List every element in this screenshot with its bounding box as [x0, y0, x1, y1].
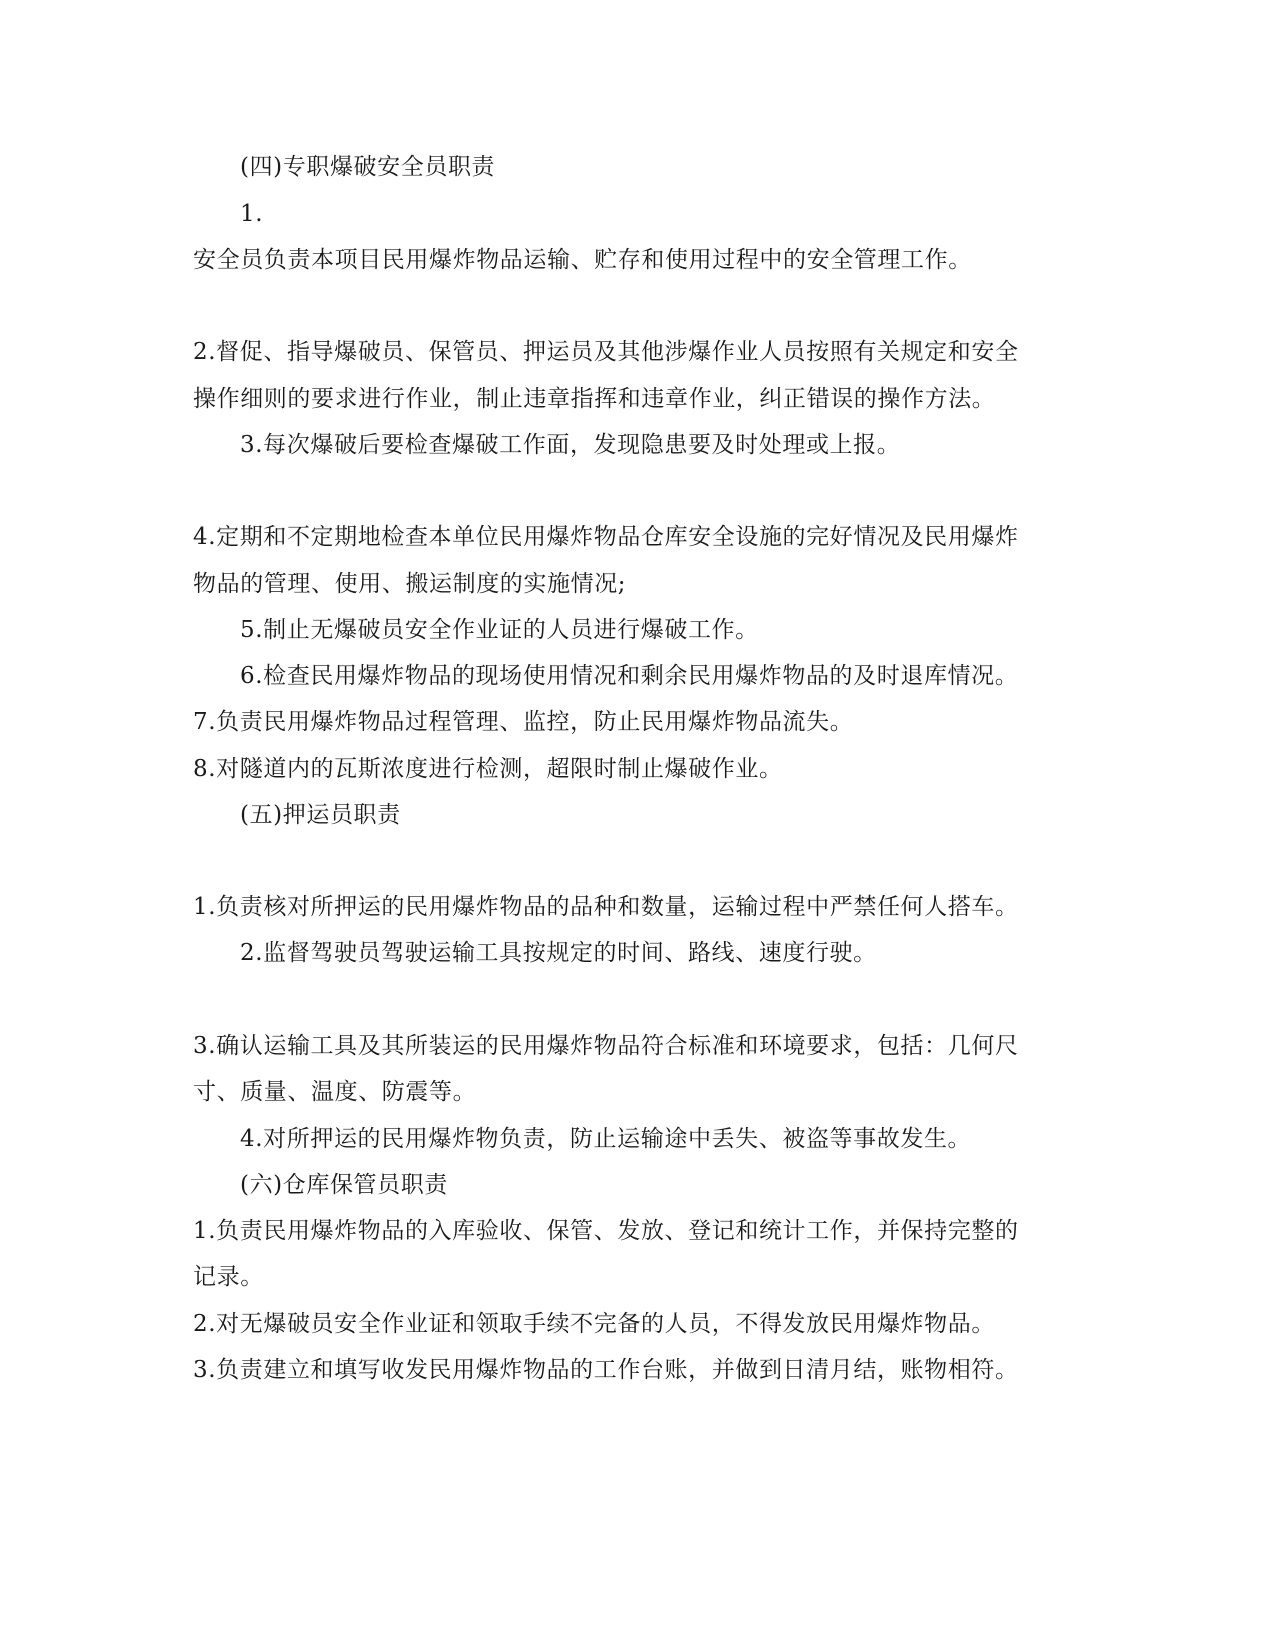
section-heading-4: (四)专职爆破安全员职责 — [240, 154, 496, 180]
paragraph-line: 6.检查民用爆炸物品的现场使用情况和剩余民用爆炸物品的及时退库情况。 — [240, 663, 1019, 689]
paragraph-line: 记录。 — [193, 1264, 264, 1290]
section-heading-5: (五)押运员职责 — [240, 802, 401, 828]
paragraph-line: 5.制止无爆破员安全作业证的人员进行爆破工作。 — [240, 617, 759, 643]
section-heading-6: (六)仓库保管员职责 — [240, 1172, 448, 1198]
paragraph-line: 3.确认运输工具及其所装运的民用爆炸物品符合标准和环境要求，包括：几何尺 — [193, 1033, 1019, 1059]
paragraph-line: 2.对无爆破员安全作业证和领取手续不完备的人员，不得发放民用爆炸物品。 — [193, 1311, 995, 1337]
paragraph-line: 4.定期和不定期地检查本单位民用爆炸物品仓库安全设施的完好情况及民用爆炸 — [193, 524, 1019, 550]
paragraph-line: 安全员负责本项目民用爆炸物品运输、贮存和使用过程中的安全管理工作。 — [193, 247, 972, 273]
paragraph-line: 操作细则的要求进行作业，制止违章指挥和违章作业，纠正错误的操作方法。 — [193, 386, 996, 412]
paragraph-line: 2.监督驾驶员驾驶运输工具按规定的时间、路线、速度行驶。 — [240, 940, 877, 966]
paragraph-line: 2.督促、指导爆破员、保管员、押运员及其他涉爆作业人员按照有关规定和安全 — [193, 339, 1019, 365]
paragraph-line: 3.每次爆破后要检查爆破工作面，发现隐患要及时处理或上报。 — [240, 432, 901, 458]
paragraph-line: 7.负责民用爆炸物品过程管理、监控，防止民用爆炸物品流失。 — [193, 709, 854, 735]
paragraph-line: 1.负责核对所押运的民用爆炸物品的品种和数量，运输过程中严禁任何人搭车。 — [193, 894, 1019, 920]
paragraph-line: 寸、质量、温度、防震等。 — [193, 1079, 477, 1105]
paragraph-line: 4.对所押运的民用爆炸物负责，防止运输途中丢失、被盗等事故发生。 — [240, 1126, 972, 1152]
paragraph-line: 8.对隧道内的瓦斯浓度进行检测，超限时制止爆破作业。 — [193, 756, 783, 782]
paragraph-line: 1. — [240, 201, 264, 227]
paragraph-line: 物品的管理、使用、搬运制度的实施情况; — [193, 571, 627, 597]
paragraph-line: 3.负责建立和填写收发民用爆炸物品的工作台账，并做到日清月结，账物相符。 — [193, 1357, 1019, 1383]
paragraph-line: 1.负责民用爆炸物品的入库验收、保管、发放、登记和统计工作，并保持完整的 — [193, 1218, 1019, 1244]
